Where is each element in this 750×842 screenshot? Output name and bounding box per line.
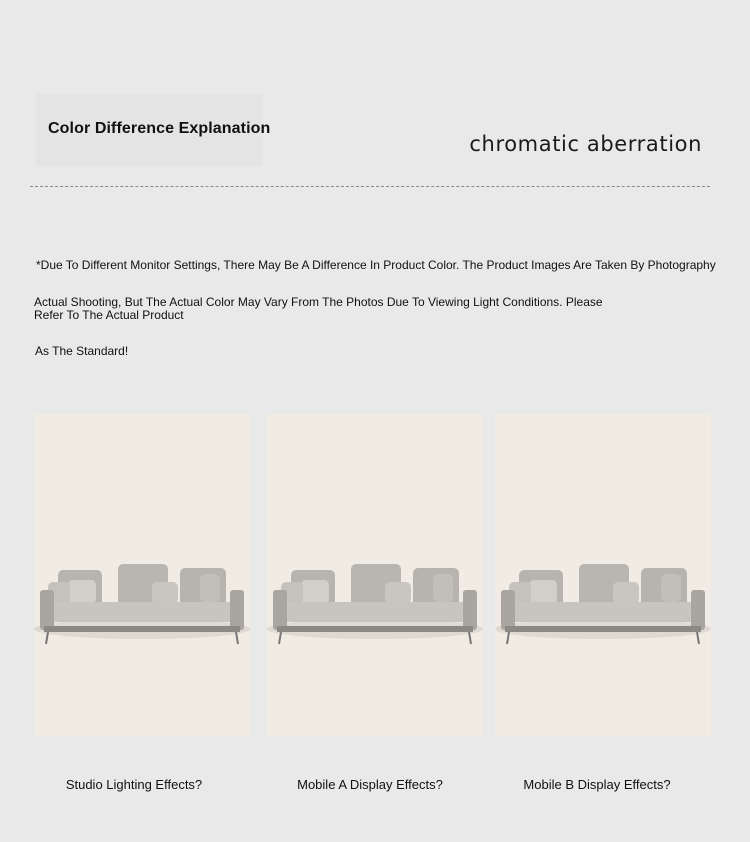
page-subtitle: chromatic aberration <box>469 132 702 156</box>
sofa <box>273 564 477 644</box>
sofa-illustration <box>267 414 483 736</box>
notice-line-1: *Due To Different Monitor Settings, There May Be A Difference In Product Color. The Product Images Are Taken By Photography <box>36 258 716 272</box>
caption-mobile-a: Mobile A Display Effects? <box>297 777 443 792</box>
sofa-image-mobile-b <box>495 414 711 736</box>
sofa-illustration <box>34 414 250 736</box>
sofa-illustration <box>495 414 711 736</box>
sofa <box>501 564 705 644</box>
page-title: Color Difference Explanation <box>48 120 271 137</box>
sofa-image-studio <box>34 414 250 736</box>
caption-studio: Studio Lighting Effects? <box>65 777 203 792</box>
dashed-divider <box>30 186 710 187</box>
sofa <box>40 564 244 644</box>
caption-mobile-b: Mobile B Display Effects? <box>523 777 671 792</box>
notice-line-2: Actual Shooting, But The Actual Color May Vary From The Photos Due To Viewing Light Conditions. Please Refer To The Actual Product <box>34 295 603 322</box>
sofa-image-mobile-a <box>267 414 483 736</box>
notice-line-3: As The Standard! <box>35 344 129 358</box>
